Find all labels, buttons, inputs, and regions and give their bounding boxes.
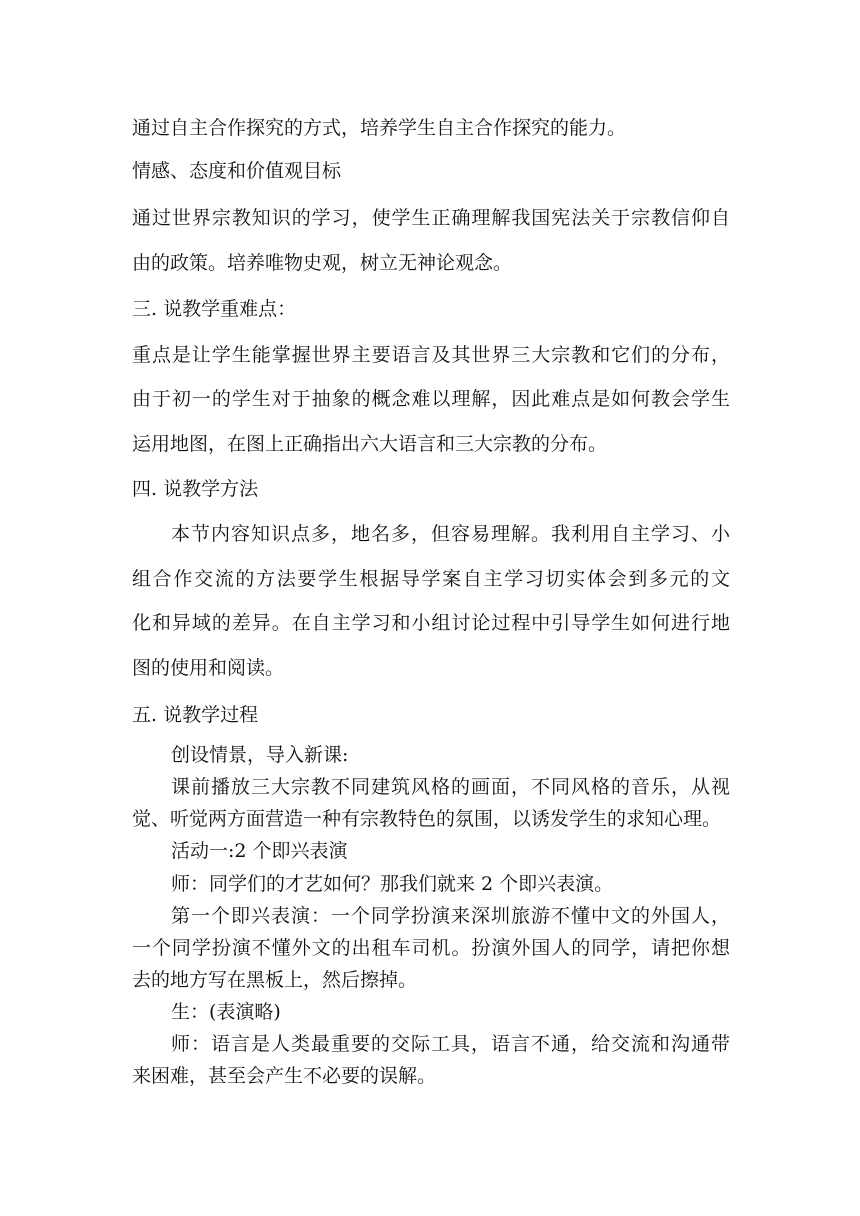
emotion-goal-heading: 情感、态度和价值观目标 [132,160,342,182]
paragraph-line: 组合作交流的方法要学生根据导学案自主学习切实体会到多元的文 [132,568,730,590]
paragraph-line: 通过世界宗教知识的学习，使学生正确理解我国宪法关于宗教信仰自 [132,207,730,229]
student-line: 生：(表演略) [171,1001,281,1023]
intro-heading: 创设情景，导入新课: [171,744,349,766]
paragraph-line: 觉、听觉两方面营造一种有宗教特色的氛围，以诱发学生的求知心理。 [132,808,722,830]
paragraph-line: 来困难，甚至会产生不必要的误解。 [132,1065,437,1087]
method-goal-line: 通过自主合作探究的方式，培养学生自主合作探究的能力。 [132,117,627,139]
paragraph-line: 化和异域的差异。在自主学习和小组讨论过程中引导学生如何进行地 [132,612,730,634]
paragraph-line: 课前播放三大宗教不同建筑风格的画面，不同风格的音乐，从视 [171,776,730,798]
paragraph-line: 运用地图，在图上正确指出六大语言和三大宗教的分布。 [132,433,608,455]
section-heading-process: 五. 说教学过程 [132,704,259,726]
paragraph-line: 由于初一的学生对于抽象的概念难以理解，因此难点是如何教会学生 [132,388,730,410]
section-heading-methods: 四. 说教学方法 [132,478,259,500]
paragraph-line: 重点是让学生能掌握世界主要语言及其世界三大宗教和它们的分布， [132,344,730,366]
paragraph-line: 图的使用和阅读。 [132,657,285,679]
activity-title: 活动一:2 个即兴表演 [171,840,348,862]
paragraph-line: 师：语言是人类最重要的交际工具，语言不通，给交流和沟通带 [171,1033,730,1055]
paragraph-line: 本节内容知识点多，地名多，但容易理解。我利用自主学习、小 [171,523,730,545]
paragraph-line: 由的政策。培养唯物史观，树立无神论观念。 [132,252,513,274]
paragraph-line: 去的地方写在黑板上，然后擦掉。 [132,969,418,991]
section-heading-key-points: 三. 说教学重难点： [132,298,297,320]
paragraph-line: 一个同学扮演不懂外文的出租车司机。扮演外国人的同学，请把你想 [132,937,730,959]
paragraph-line: 第一个即兴表演：一个同学扮演来深圳旅游不懂中文的外国人， [171,905,730,927]
teacher-question: 师：同学们的才艺如何？那我们就来 2 个即兴表演。 [171,873,614,895]
